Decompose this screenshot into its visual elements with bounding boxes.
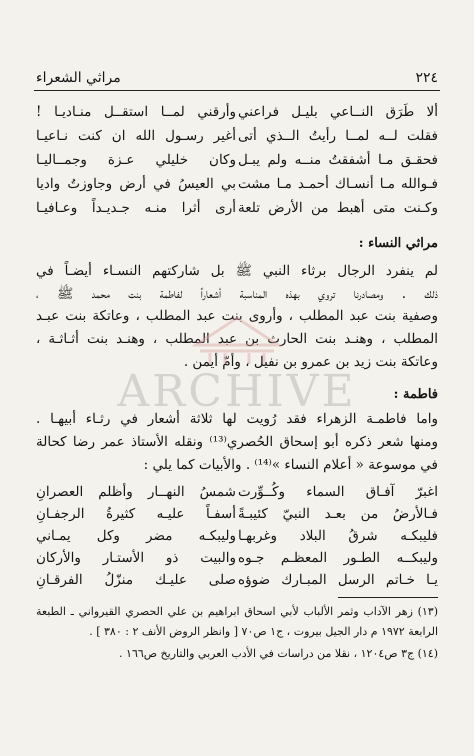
verse-first-hemistich: وكـنت متى أهبط من الأرض تلعة [238, 200, 438, 216]
verse-first-hemistich: ألا طَرَق النــاعي بليـل فراعني [238, 104, 438, 120]
watermark-text: ARCHIVE [117, 366, 357, 417]
verse-second-hemistich: وأرقني لمــا استقــل منـاديـا ! [36, 104, 236, 120]
paragraph-line: ومنها شعر ذكره أبو إسحاق الحُصري⁽¹³⁾ ونقله الأستاذ عمر رضا كحالة [36, 434, 438, 450]
paragraph-line: وعاتكة بنت زيد بن عمرو بن نفيل ، وأمّ أيمن . [183, 354, 438, 370]
paragraph-line: المطلب ، وهنـد بنت الحارث بن عبد المطلب ، وهنـد بنت أثـاثـة ، [36, 331, 438, 347]
section-heading: مراثي النساء : [358, 236, 438, 251]
verse-line [36, 176, 438, 198]
footnote-rule [338, 597, 438, 598]
verse-second-hemistich: أسفـاً عليـه كثيرةُ الرجفـانِ [36, 506, 236, 522]
verse-line [36, 528, 438, 550]
verse-line [36, 128, 438, 150]
paragraph-line: واما فاطمـة الزهراء فقد رُويت لها ثلاثة أشعار في رثـاء أبيهـا . [36, 411, 438, 427]
page-number: ٢٢٤ [415, 70, 438, 86]
footnote-line: (١٣) زهر الآداب وثمر الألباب لأبي اسحاق ابراهيم بن علي الحصري القيرواني ـ الطبعة [36, 605, 438, 618]
verse-line [36, 572, 438, 594]
running-title: مراثي الشعراء [36, 70, 121, 86]
paragraph-line: وصفية بنت عبد المطلب ، وأروى بنت عبد المطلب ، وعاتكة بنت عبـد [36, 308, 438, 324]
verse-first-hemistich: اغبرّ آفـاق السماء وكُــوِّرت [238, 484, 438, 500]
verse-first-hemistich: يـا خـاتم الرسل المبـارك ضوؤه [238, 572, 438, 588]
paragraph-line: في موسوعة « أعلام النساء »⁽¹⁴⁾ . والأبيات كما يلي : [143, 457, 438, 473]
verse-second-hemistich: وليبكـه مضر وكل يمـاني [36, 528, 236, 544]
verse-second-hemistich: والبيت ذو الأستـار والأركان [36, 550, 236, 566]
verse-second-hemistich: بي العيسُ في أرض وجاوزتُ واديا [36, 176, 236, 192]
verse-second-hemistich: أرى أثرا منـه جـديـداً وعـافيـا [36, 200, 236, 216]
verse-second-hemistich: شمسُ النهــار وأظلم العصرانِ [36, 484, 236, 500]
verse-line [36, 484, 438, 506]
paragraph-line: ذلك . ومصادرنا تروي بهذه المناسبة أشعاراً لفاطمة بنت محمد ﷺ ، [36, 286, 438, 302]
verse-second-hemistich: وكان خليلي عـزة وجمــاليـا [36, 152, 236, 168]
paragraph-line: لم ينفرد الرجال برثاء النبي ﷺ بل شاركتهم النسـاء أيضـاً في [36, 263, 438, 279]
verse-line [36, 550, 438, 572]
verse-first-hemistich: وليبكــه الطـور المعظـم جـوه [238, 550, 438, 566]
verse-first-hemistich: فحقـق مـا أشفقتُ منــه ولم يبـل [238, 152, 438, 168]
verse-first-hemistich: فليبكـه شرقُ البلاد وغربهـا [238, 528, 438, 544]
verse-line [36, 152, 438, 174]
verse-line [36, 104, 438, 126]
page-header [36, 70, 438, 90]
footnote-line: (١٤) ج٣ ص١٢٠٤ ، نقلا من دراسات في الأدب العربي والتاريخ ص١٦٦ . [119, 647, 438, 660]
verse-line [36, 200, 438, 222]
section-heading: فاطمة : [393, 387, 438, 402]
verse-first-hemistich: فقلت لــه لمــا رأيتُ الــذي أتى [238, 128, 438, 144]
header-rule [34, 90, 440, 91]
footnote-line: الرابعة ١٩٧٢ م دار الجيل بيروت ، ج١ ص٧٠ [ وانظر الروض الأنف ٢ : ٣٨٠ ] . [89, 625, 438, 638]
verse-first-hemistich: فـوالله مـا أنسـاك أحمـد مـا مشت [238, 176, 438, 192]
verse-first-hemistich: فـالأرضُ من بعـد النبيّ كئيبـةً [238, 506, 438, 522]
verse-second-hemistich: أغير رسـول الله ان كنت نـاعيـا [36, 128, 236, 144]
verse-second-hemistich: صلى عليـك منزّلُ الفرقـانِ [36, 572, 236, 588]
verse-line [36, 506, 438, 528]
